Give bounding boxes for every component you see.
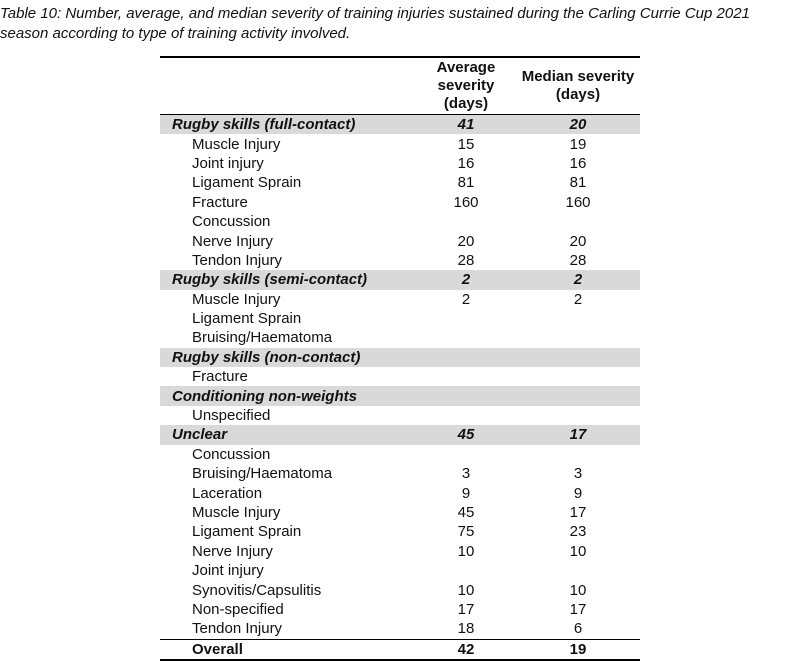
average-severity-cell: 75 <box>457 523 475 541</box>
average-severity-cell <box>416 406 516 425</box>
header-activity <box>160 57 416 115</box>
median-severity-cell: 3 <box>573 465 583 483</box>
row-label: Overall <box>160 639 416 660</box>
average-severity-cell <box>416 212 516 231</box>
average-severity-cell: 42 <box>416 639 516 660</box>
row-label: Muscle Injury <box>192 290 281 308</box>
row-label: Tendon Injury <box>192 620 283 638</box>
median-severity-cell: 9 <box>573 484 583 502</box>
row-label: Non-specified <box>192 600 284 618</box>
average-severity-cell <box>416 561 516 580</box>
median-severity-cell: 2 <box>516 270 640 289</box>
median-severity-cell: 2 <box>573 290 583 308</box>
table-row <box>160 445 640 464</box>
median-severity-cell <box>516 212 640 231</box>
median-severity-cell: 19 <box>569 135 587 153</box>
average-severity-cell: 17 <box>457 600 475 618</box>
table-row <box>160 231 640 250</box>
row-label: Concussion <box>192 213 271 231</box>
median-severity-cell: 16 <box>569 154 587 172</box>
table-row <box>160 464 640 483</box>
table-row <box>160 406 640 425</box>
row-label: Laceration <box>192 484 263 502</box>
table-row <box>160 542 640 561</box>
median-severity-cell <box>516 386 640 405</box>
median-severity-cell <box>516 561 640 580</box>
average-severity-cell: 45 <box>457 504 475 521</box>
table-body <box>160 115 640 660</box>
median-severity-cell <box>516 309 640 328</box>
average-severity-cell <box>416 386 516 405</box>
average-severity-cell: 3 <box>461 465 471 483</box>
row-label: Rugby skills (non-contact) <box>160 348 416 367</box>
row-label: Muscle Injury <box>192 135 281 153</box>
table-row <box>160 193 640 212</box>
median-severity-cell: 23 <box>569 523 587 541</box>
average-severity-cell: 160 <box>453 193 479 211</box>
row-label: Unclear <box>160 425 416 444</box>
row-label: Rugby skills (semi-contact) <box>160 270 416 289</box>
row-label: Fracture <box>192 368 248 386</box>
median-severity-cell <box>516 445 640 464</box>
average-severity-cell: 2 <box>461 290 471 308</box>
average-severity-cell <box>416 328 516 347</box>
median-severity-cell <box>516 328 640 347</box>
table-row <box>160 290 640 309</box>
row-label: Concussion <box>192 445 271 463</box>
table-row <box>160 503 640 522</box>
median-severity-cell: 17 <box>516 425 640 444</box>
table-row <box>160 328 640 347</box>
average-severity-cell: 10 <box>457 542 475 560</box>
average-severity-cell <box>416 445 516 464</box>
row-label: Unspecified <box>192 407 271 425</box>
table-row <box>160 483 640 502</box>
row-label: Ligament Sprain <box>192 310 302 328</box>
row-label: Ligament Sprain <box>192 174 302 192</box>
average-severity-cell: 41 <box>416 115 516 135</box>
median-severity-cell: 160 <box>565 193 591 211</box>
row-label: Bruising/Haematoma <box>192 465 333 483</box>
row-label: Conditioning non-weights <box>160 386 416 405</box>
median-severity-cell: 17 <box>569 504 587 521</box>
table-row <box>160 561 640 580</box>
median-severity-cell: 19 <box>516 639 640 660</box>
category-row <box>160 386 640 405</box>
table-row <box>160 367 640 386</box>
row-label: Bruising/Haematoma <box>192 329 333 347</box>
category-row <box>160 115 640 135</box>
average-severity-cell <box>416 309 516 328</box>
average-severity-cell: 9 <box>461 484 471 502</box>
row-label: Fracture <box>192 193 248 211</box>
average-severity-cell <box>416 367 516 386</box>
median-severity-cell: 81 <box>569 174 587 192</box>
average-severity-cell: 28 <box>457 251 475 269</box>
table-row <box>160 251 640 270</box>
median-severity-cell: 17 <box>569 600 587 618</box>
table-row <box>160 173 640 192</box>
median-severity-cell <box>516 406 640 425</box>
median-severity-cell <box>516 367 640 386</box>
average-severity-cell: 10 <box>457 581 475 599</box>
table-row <box>160 522 640 541</box>
row-label: Joint injury <box>192 562 264 580</box>
average-severity-cell <box>416 348 516 367</box>
header-average-severity: Average severity (days) <box>416 57 516 115</box>
table-row <box>160 309 640 328</box>
row-label: Nerve Injury <box>192 542 273 560</box>
median-severity-cell: 28 <box>569 251 587 269</box>
row-label: Joint injury <box>192 154 264 172</box>
category-row <box>160 348 640 367</box>
average-severity-cell: 20 <box>457 232 475 250</box>
overall-row <box>160 639 640 660</box>
row-label: Nerve Injury <box>192 232 273 250</box>
header-median-severity: Median severity (days) <box>516 57 640 115</box>
row-label: Muscle Injury <box>192 504 281 521</box>
row-label: Ligament Sprain <box>192 523 302 541</box>
table-row <box>160 619 640 639</box>
table-row <box>160 134 640 153</box>
median-severity-cell: 20 <box>569 232 587 250</box>
table-row <box>160 154 640 173</box>
average-severity-cell: 45 <box>416 425 516 444</box>
average-severity-cell: 2 <box>416 270 516 289</box>
row-label: Synovitis/Capsulitis <box>192 581 322 599</box>
median-severity-cell: 20 <box>516 115 640 135</box>
average-severity-cell: 16 <box>457 154 475 172</box>
average-severity-cell: 15 <box>457 135 475 153</box>
table-row <box>160 600 640 619</box>
average-severity-cell: 81 <box>457 174 475 192</box>
table-row <box>160 580 640 599</box>
median-severity-cell: 6 <box>573 620 583 638</box>
median-severity-cell: 10 <box>569 581 587 599</box>
table-header <box>160 57 640 115</box>
table-caption: Table 10: Number, average, and median severity of training injuries sustained during the Carling Currie Cup 2021 season according to type of training activity involved. <box>0 5 750 42</box>
row-label: Tendon Injury <box>192 251 283 269</box>
table-row <box>160 212 640 231</box>
header-row <box>160 57 640 115</box>
category-row <box>160 425 640 444</box>
injury-severity-table <box>160 56 640 661</box>
category-row <box>160 270 640 289</box>
row-label: Rugby skills (full-contact) <box>160 115 416 135</box>
median-severity-cell: 10 <box>569 542 587 560</box>
median-severity-cell <box>516 348 640 367</box>
average-severity-cell: 18 <box>457 620 475 638</box>
